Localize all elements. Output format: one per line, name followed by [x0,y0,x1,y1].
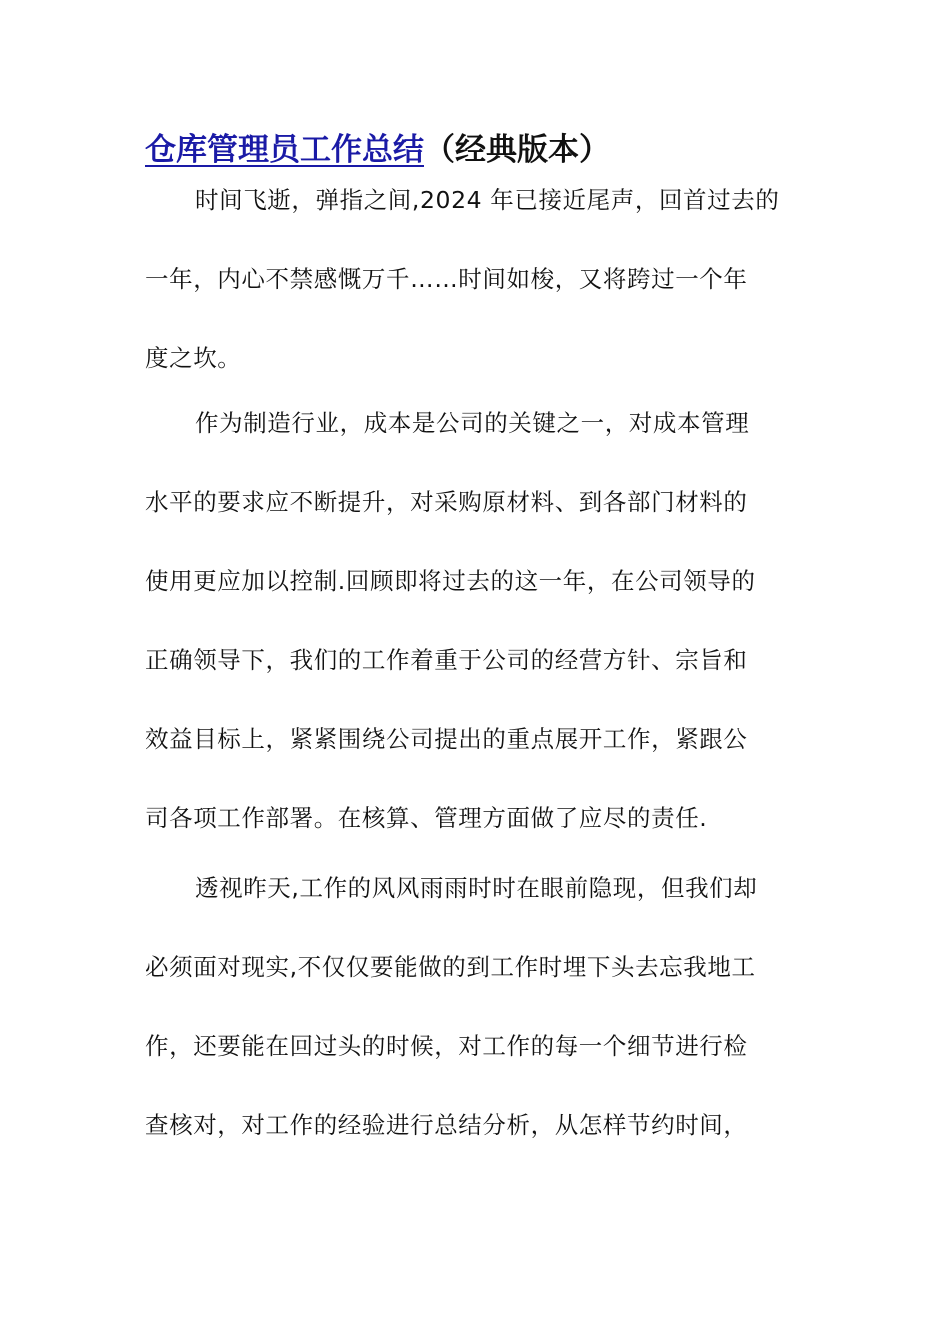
document-title [145,128,610,172]
paragraph-3-line-1: 透视昨天,工作的风风雨雨时时在眼前隐现，但我们却 [195,874,758,902]
paragraph-2-line-3: 使用更应加以控制.回顾即将过去的这一年，在公司领导的 [145,567,756,595]
paragraph-1-line-3: 度之坎。 [145,344,242,372]
paragraph-1-line-1: 时间飞逝，弹指之间,2024 年已接近尾声，回首过去的 [195,186,780,214]
paragraph-2-line-2: 水平的要求应不断提升，对采购原材料、到各部门材料的 [145,488,748,516]
paragraph-3-line-3: 作，还要能在回过头的时候，对工作的每一个细节进行检 [145,1032,748,1060]
title-link[interactable]: 仓库管理员工作总结 [145,132,424,168]
paragraph-1-line-2: 一年，内心不禁感慨万千……时间如梭，又将跨过一个年 [145,265,748,293]
paragraph-3-line-2: 必须面对现实,不仅仅要能做的到工作时埋下头去忘我地工 [145,953,756,981]
paragraph-2-line-1: 作为制造行业，成本是公司的关键之一，对成本管理 [195,409,750,437]
paragraph-2-line-4: 正确领导下，我们的工作着重于公司的经营方针、宗旨和 [145,646,748,674]
paragraph-2-line-5: 效益目标上，紧紧围绕公司提出的重点展开工作，紧跟公 [145,725,748,753]
title-suffix: （经典版本） [424,132,610,168]
paragraph-3-line-4: 查核对，对工作的经验进行总结分析，从怎样节约时间， [145,1111,748,1139]
paragraph-2-line-6: 司各项工作部署。在核算、管理方面做了应尽的责任. [145,804,708,832]
